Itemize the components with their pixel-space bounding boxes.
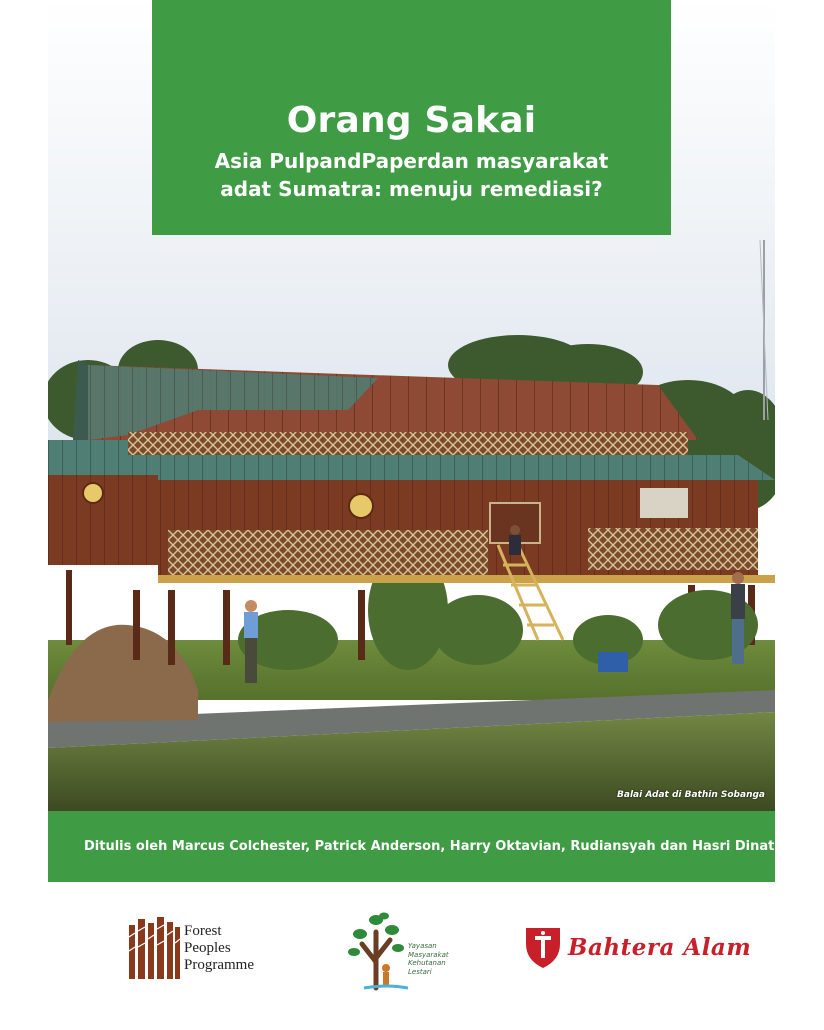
author-band <box>48 811 784 882</box>
fpp-line-2: Peoples <box>184 940 231 956</box>
ymkl-line-4: Lestari <box>408 967 432 976</box>
bahtera-name: Bahtera Alam <box>568 934 752 961</box>
subtitle-line-1: Asia PulpandPaperdan masyarakat <box>214 149 609 173</box>
ymkl-line-3: Kehutanan <box>408 959 446 967</box>
logo-bahtera-alam <box>522 922 752 972</box>
partner-logos <box>0 882 824 1030</box>
title-block <box>152 0 671 235</box>
logo-forest-peoples-programme <box>126 915 286 985</box>
document-subtitle <box>172 147 651 203</box>
fpp-line-1: Forest <box>184 923 222 939</box>
ymkl-line-1: Yayasan <box>408 942 437 950</box>
author-list: Ditulis oleh Marcus Colchester, Patrick Anderson, Harry Oktavian, Rudiansyah dan Hasri Dinata <box>84 839 784 854</box>
photo-caption: Balai Adat di Bathin Sobanga <box>617 790 765 800</box>
document-title: Orang Sakai <box>286 100 537 141</box>
ymkl-name <box>408 942 449 976</box>
tree-person-icon <box>346 910 408 992</box>
subtitle-line-2: adat Sumatra: menuju remediasi? <box>220 177 603 201</box>
ymkl-line-2: Masyarakat <box>408 950 449 959</box>
logo-ymkl <box>346 910 466 1000</box>
fpp-name <box>184 923 254 974</box>
fpp-line-3: Programme <box>184 957 254 973</box>
shield-emblem-icon <box>522 924 564 970</box>
trees-icon <box>126 917 182 981</box>
